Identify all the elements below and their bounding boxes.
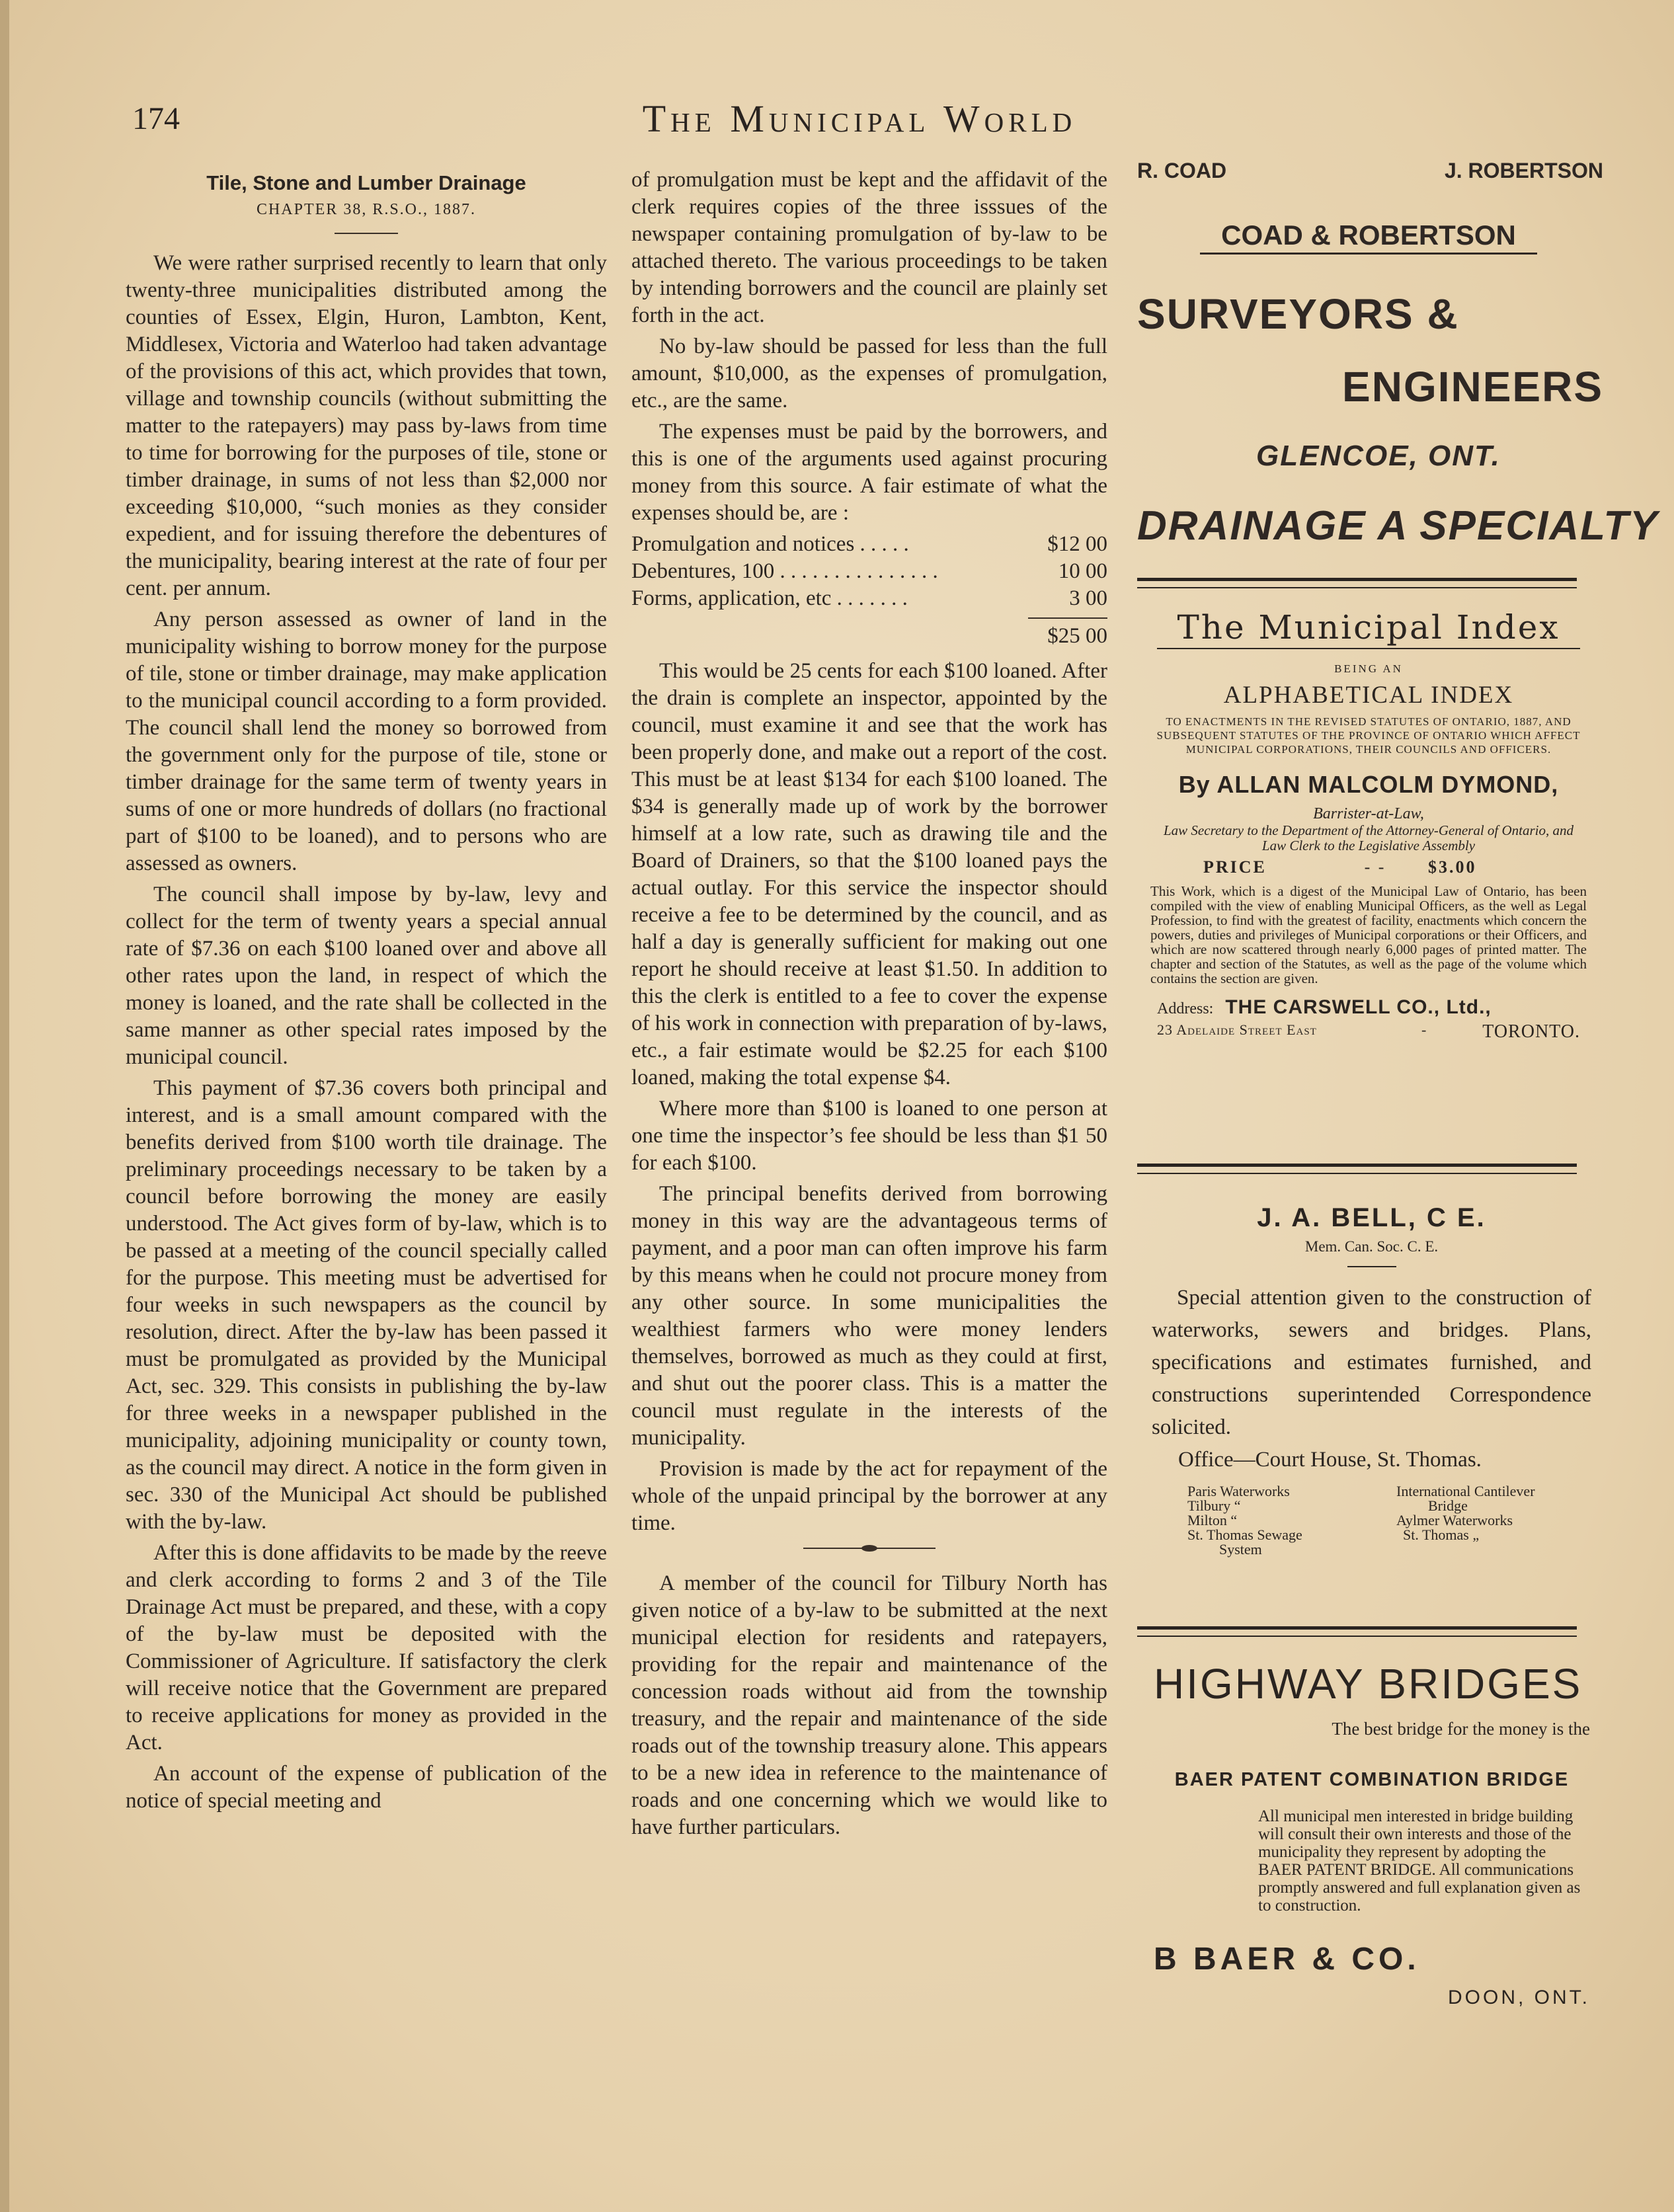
paragraph: Provision is made by the act for repayment of the whole of the unpaid principal by the borrower at any time. [631, 1457, 1107, 1535]
article-subtitle: CHAPTER 38, R.S.O., 1887. [256, 201, 477, 218]
list-item: Paris Waterworks [1187, 1483, 1290, 1499]
index-heading: ALPHABETICAL INDEX [1223, 682, 1514, 709]
masthead-title: The Municipal World [642, 97, 1077, 140]
author-role-detail: Law Secretary to the Department of the Attorney-General of Ontario, and Law Clerk to the Legislative Assembly [1164, 822, 1574, 853]
price-label: PRICE [1203, 857, 1267, 877]
ad-specialty: DRAINAGE A SPECIALTY [1137, 503, 1659, 549]
paragraph: Any person assessed as owner of land in the municipality wishing to borrow money for the purpose of tile, stone or timber drainage, may make application to the municipal council according to a form provided. The council shall lend the money so borrowed from the government only for the purpose of tile, stone or timber drainage for the same term of twenty years in sums of one or more hundreds of dollars (no fractional part of $100 to be loaned), and to persons who are assessed as owners. [126, 608, 607, 875]
expense-total: $25 00 [1047, 624, 1107, 648]
article-column-2 [631, 167, 1107, 1845]
author-role: Barrister-at-Law, [1313, 805, 1424, 822]
table-row [631, 531, 1107, 558]
membership: Mem. Can. Soc. C. E. [1304, 1238, 1439, 1255]
works-list-right [1396, 1484, 1595, 1542]
being-an: BEING AN [1334, 662, 1403, 675]
expense-amount: $12 00 [1047, 532, 1107, 556]
street-line [1144, 1021, 1593, 1042]
paragraph: of promulgation must be kept and the affidavit of the clerk requires copies of the three isssues of the newspaper containing promulgation of by-law to be attached thereto. The various proceedings to be taken by intending borrowers and the council are plainly set forth in the act. [631, 168, 1107, 327]
list-item: Tilbury “ [1187, 1497, 1241, 1514]
ornamental-divider [803, 1546, 936, 1550]
article-column-1 [126, 165, 607, 1819]
list-item: St. Thomas Sewage [1187, 1526, 1302, 1543]
divider-rule [1137, 1636, 1577, 1637]
address-line [1144, 996, 1593, 1019]
divider [335, 233, 398, 234]
note-paragraph: A member of the council for Tilbury North has given notice of a by-law to be submitted at the next municipal election for residents and ratepayers, providing for the repair and maintenance of the concession roads without aid from the township treasury, and the repair and maintenance of the side roads out of the township treasury alone. This appears to be a new idea in reference to the maintenance of roads and one concerning which we would like to have further particulars. [631, 1571, 1107, 1839]
ad-ja-bell [1152, 1203, 1591, 1570]
table-row [631, 585, 1107, 612]
bridges-tagline: The best bridge for the money is the [1332, 1719, 1590, 1739]
paragraph: The principal benefits derived from borrowing money in this way are the advantageous terms of payment, and a poor man can often improve his farm by this means when he could not procure money from any other source. In some municipalities the wealthiest farmers who were money lenders themselves, borrowed as much as they could at first, and shut out the poorer class. This is a matter the council must regulate in the interests of the municipality. [631, 1182, 1107, 1450]
divider-rule [1137, 1626, 1577, 1630]
list-item: Aylmer Waterworks [1396, 1512, 1513, 1528]
article-title: Tile, Stone and Lumber Drainage [206, 171, 526, 194]
firm-name: COAD & ROBERTSON [1200, 219, 1537, 255]
works-list [1152, 1484, 1591, 1570]
total-rule [1028, 617, 1107, 619]
expense-item: Forms, application, etc . . . . . . . [631, 586, 908, 610]
price-dashes: - - [1364, 857, 1386, 877]
list-item: Bridge [1428, 1497, 1468, 1514]
list-item: St. Thomas „ [1403, 1526, 1480, 1543]
paragraph: This would be 25 cents for each $100 loaned. After the drain is complete an inspector, appointed by the council, must examine it and see that the work has been properly done, and make out a report of the cost. This must be at least $134 for each $100 loaned. The $34 is generally made up of work by the borrower himself at a low rate, such as drawing tile and the Board of Drainers, so that the $100 loaned pays the actual outlay. For this service the inspector should receive a fee to be determined by the council, and as half a day is generally sufficient for making out one report he should receive at least $1.50. In addition to this the clerk is entitled to a fee to cover the expense of his work in connection with preparation of by-laws, etc., a fair estimate would be $2.25 for each $100 loaned, making the total expense $4. [631, 659, 1107, 1089]
list-item: International Cantilever [1396, 1483, 1535, 1499]
divider-rule [1137, 1164, 1577, 1167]
price-line [1144, 857, 1593, 877]
list-item: Milton “ [1187, 1512, 1238, 1528]
bridges-product: BAER PATENT COMBINATION BRIDGE [1174, 1769, 1570, 1790]
address-label: Address: [1157, 1000, 1214, 1017]
street-dash: - [1421, 1021, 1427, 1038]
divider-rule [1137, 578, 1577, 581]
bridges-headline: HIGHWAY BRIDGES [1154, 1660, 1583, 1708]
ad-baer-bridges [1154, 1659, 1590, 2009]
paragraph: The council shall impose by by-law, levy and collect for the term of twenty years a special annual rate of $7.36 on each $100 loaned over and above all other rates upon the land, in respect of which the money is loaned, and the rate shall be collected in the same manner as other special rates imposed by the municipal council. [126, 883, 607, 1069]
index-body: This Work, which is a digest of the Municipal Law of Ontario, has been compiled with the view of enabling Municipal Officers, as the well as Legal Profession, to find with the greatest of facility, enactments which concern the powers, duties and privileges of Municipal corporations or their Officers, and which are now scattered through nearly 6,000 pages of printed matter. The chapter and section of the Statutes, as well as the page of the volume which contains the section are given. [1150, 883, 1587, 986]
expense-amount: 3 00 [1069, 586, 1107, 610]
index-author: By ALLAN MALCOLM DYMOND, [1178, 771, 1559, 798]
expense-item: Promulgation and notices . . . . . [631, 532, 909, 556]
paragraph: The expenses must be paid by the borrowers, and this is one of the arguments used against procuring money from this source. A fair estimate of what the expenses should be, are : [631, 420, 1107, 525]
page-edge [0, 0, 9, 2212]
divider-rule [1137, 1173, 1577, 1174]
list-item: System [1219, 1541, 1262, 1558]
street-address: 23 Adelaide Street East [1157, 1021, 1317, 1038]
page-number: 174 [132, 101, 180, 136]
price-value: $3.00 [1428, 857, 1477, 877]
ad-line-engineers: ENGINEERS [1342, 363, 1603, 411]
city: TORONTO. [1482, 1021, 1580, 1042]
expense-item: Debentures, 100 . . . . . . . . . . . . . . . [631, 559, 938, 583]
partner-left: R. COAD [1137, 159, 1227, 182]
paragraph: Where more than $100 is loaned to one person at one time the inspector’s fee should be less than $1 50 for each $100. [631, 1097, 1107, 1175]
partner-right: J. ROBERTSON [1444, 159, 1603, 182]
paragraph: An account of the expense of publication of the notice of special meeting and [126, 1762, 607, 1813]
baer-location: DOON, ONT. [1447, 1987, 1590, 2008]
works-list-left [1187, 1484, 1379, 1557]
title-underline [1157, 648, 1580, 649]
paragraph: We were rather surprised recently to learn that only twenty-three municipalities distributed among the counties of Essex, Elgin, Huron, Lambton, Kent, Middlesex, Victoria and Waterloo had taken advantage of the provisions of this act, which provides that town, village and township councils (without submitting the matter to the ratepayers) may pass by-laws from time to time for borrowing for the purposes of tile, stone or timber drainage, in sums of not less than $2,000 nor exceeding $10,000, “such monies as they consider expedient, and for issuing therefore the debentures of the municipality, bearing interest at the rate of four per cent. per annum. [126, 251, 607, 600]
baer-company: B BAER & CO. [1154, 1942, 1420, 1977]
bell-office: Office—Court House, St. Thomas. [1178, 1448, 1482, 1472]
table-row [631, 558, 1107, 585]
paragraph: No by-law should be passed for less than the full amount, $10,000, as the expenses of promulgation, etc., are the same. [631, 335, 1107, 413]
index-description: TO ENACTMENTS IN THE REVISED STATUTES OF ONTARIO, 1887, AND SUBSEQUENT STATUTES OF THE PROVINCE OF ONTARIO WHICH AFFECT MUNICIPAL CORPORATIONS, THEIR COUNCILS AND OFFICERS. [1156, 715, 1581, 756]
ad-line-surveyors: SURVEYORS & [1137, 290, 1459, 338]
paragraph: This payment of $7.36 covers both principal and interest, and is a small amount compared with the benefits derived from $100 worth tile drainage. The preliminary proceedings necessary to be taken by a council before borrowing the money are easily understood. The Act gives form of by-law, which is to be passed at a meeting of the council specially called for the purpose. This meeting must be advertised for four weeks in such newspapers as the council by resolution, direct. After the by-law has been passed it must be promulgated as provided by the Municipal Act, sec. 329. This consists in publishing the by-law for three weeks in a newspaper published in the municipality, adjoining municipality or county town, as the council may direct. A notice in the form given in sec. 330 of the Municipal Act should be published with the by-law. [126, 1076, 607, 1534]
ad-location: GLENCOE, ONT. [1256, 440, 1501, 472]
index-title: The Municipal Index [1177, 608, 1560, 647]
bridges-body: All municipal men interested in bridge building will consult their own interests and those of the municipality they represent by adopting the BAER PATENT BRIDGE. All communications promptly answered and full explanation given as to construction. [1258, 1807, 1581, 1915]
expense-table [631, 531, 1107, 612]
bell-body: Special attention given to the construction of waterworks, sewers and bridges. Plans, specifications and estimates furnished, and constructions superintended Correspondence solicited. [1152, 1286, 1591, 1439]
expense-amount: 10 00 [1058, 559, 1107, 583]
paragraph: After this is done affidavits to be made by the reeve and clerk according to forms 2 and 3 of the Tile Drainage Act must be prepared, and these, with a copy of the by-law must be deposited with the Commissioner of Agriculture. If satisfactory the clerk will receive notice that the Government are prepared to receive applications for money as provided in the Act. [126, 1541, 607, 1755]
divider [1347, 1266, 1396, 1267]
company-name: THE CARSWELL CO., Ltd., [1225, 996, 1492, 1018]
ad-municipal-index [1144, 608, 1593, 1042]
engineer-name: J. A. BELL, C E. [1257, 1203, 1486, 1232]
divider-rule [1137, 587, 1577, 588]
